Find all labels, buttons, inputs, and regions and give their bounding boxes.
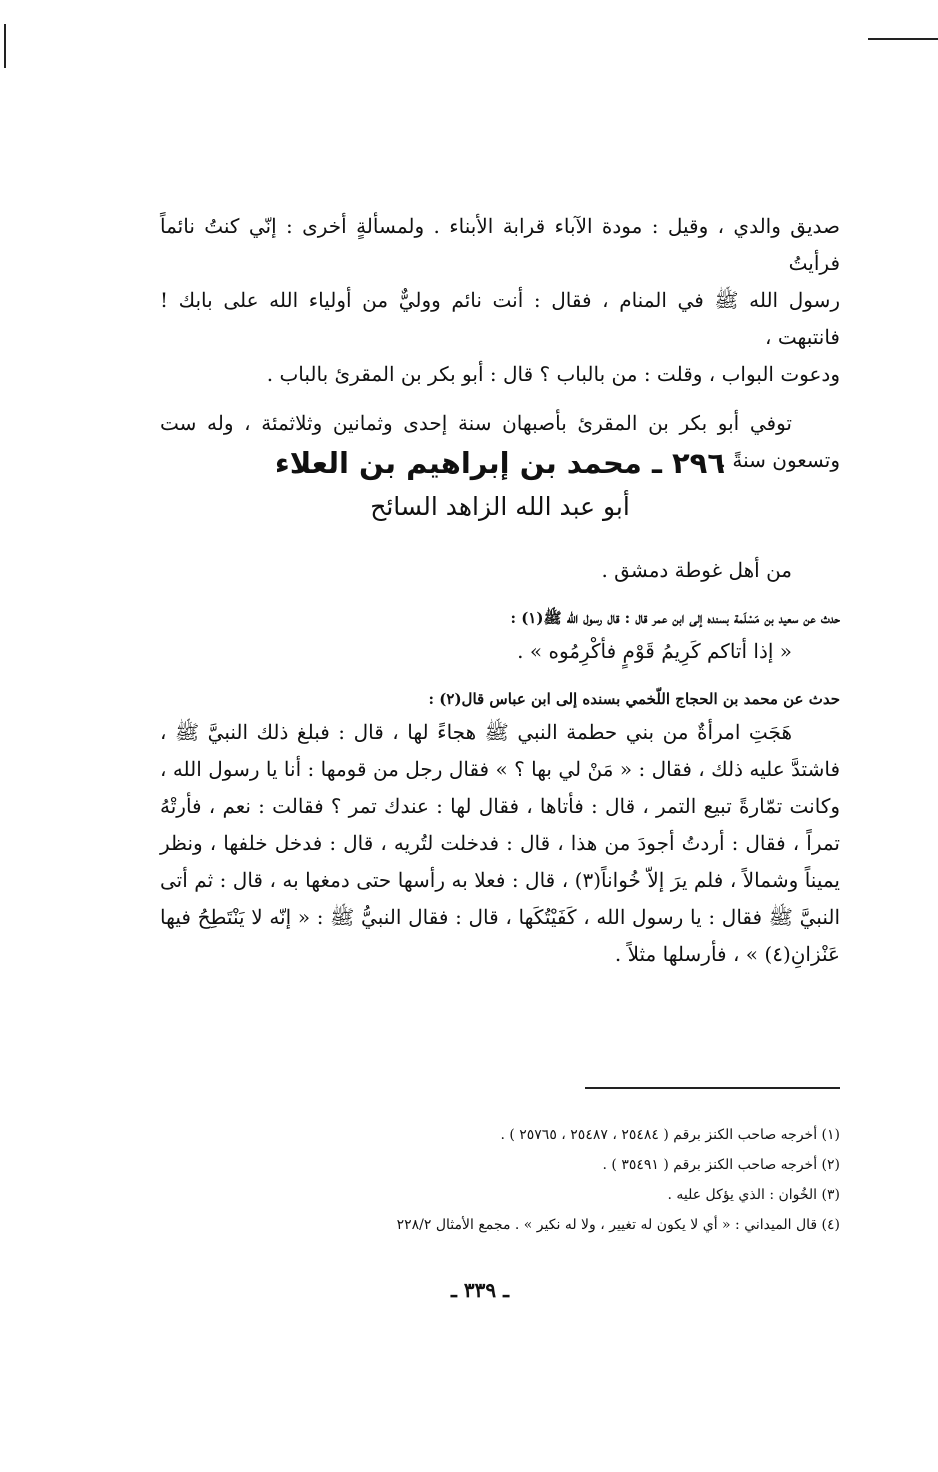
hadith1-text: « إذا أتاكم كَرِيمُ قَوْمٍ فأكْرِمُوه » . <box>517 639 792 663</box>
top-text-block <box>160 208 840 479</box>
footnote-separator <box>585 1087 840 1089</box>
entry-subtitle: أبو عبد الله الزاهد السائح <box>370 492 630 521</box>
hadith1-chain: حدث عن سعيد بن مَسْلَمة بسنده إلى ابن عمر قال : قال رسول الله ﷺ(١) : <box>510 609 840 627</box>
footnotes <box>300 1120 840 1240</box>
death-paragraph: توفي أبو بكر بن المقرئ بأصبهان سنة إحدى وثمانين وثلاثمئة ، وله ست وتسعون سنةً . <box>160 411 840 472</box>
scan-edge-mark <box>4 24 6 68</box>
top-line-3: ودعوت البواب ، وقلت : من بالباب ؟ قال : أبو بكر بن المقرئ بالباب . <box>266 362 840 386</box>
footnote-4: (٤) قال الميداني : « أي لا يكون له تغيير ، ولا له نكير » . مجمع الأمثال ٢٢٨/٢ <box>396 1217 840 1233</box>
entry-body <box>160 552 840 973</box>
footnote-2: (٢) أخرجه صاحب الكنز برقم ( ٣٥٤٩١ ) . <box>602 1157 840 1173</box>
top-line-2: رسول الله ﷺ في المنام ، فقال : أنت نائم ووليٌّ من أولياء الله على بابك ! فانتبهت ، <box>160 288 840 349</box>
entry-title: ٢٩٦ ـ محمد بن إبراهيم بن العلاء <box>274 446 726 480</box>
page-number: ـ ٣٣٩ ـ <box>451 1278 509 1302</box>
origin-line: من أهل غوطة دمشق . <box>601 558 792 582</box>
footnote-3: (٣) الخُوان : الذي يؤكل عليه . <box>667 1187 840 1203</box>
hadith2-text: هَجَتِ امرأةٌ من بني حطمة النبي ﷺ هجاءً لها ، قال : فبلغ ذلك النبيَّ ﷺ ، فاشتدَّ عليه ذلك ، فقال : « مَنْ لي بها ؟ » فقال رجل من قومها : أنا يا رسول الله ، وكانت تمّارةً تبيع التمر ، قال : فأتاها ، فقال لها : عندك تمر ؟ فقالت : نعم ، فأرتْهُ تمراً ، فقال : أردتُ أجودَ من هذا ، قال : فدخلت لتُريه ، قال : فدخل خلفها ، ونظر يميناً وشمالاً ، فلم يرَ إلاّ خُواناً(٣) ، قال : فعلا به رأسها حتى دمغها به ، قال : ثم أتى النبيَّ ﷺ فقال : يا رسول الله ، كَفَيْتُكَها ، قال : فقال النبيُّ ﷺ : « إنّه لا يَنْتَطِحُ فيها عَنْزانِ(٤) » ، فأرسلها مثلاً . <box>160 720 840 966</box>
top-line-1: صديق والدي ، وقيل : مودة الآباء قرابة الأبناء . ولمسألةٍ أخرى : إنّي كنتُ نائماً فرأيتُ <box>160 214 840 275</box>
hadith2-chain: حدث عن محمد بن الحجاج اللّخمي بسنده إلى ابن عباس قال(٢) : <box>428 690 840 708</box>
footnote-1: (١) أخرجه صاحب الكنز برقم ( ٢٥٤٨٤ ، ٢٥٤٨٧ ، ٢٥٧٦٥ ) . <box>500 1127 840 1143</box>
top-rule <box>868 38 938 40</box>
